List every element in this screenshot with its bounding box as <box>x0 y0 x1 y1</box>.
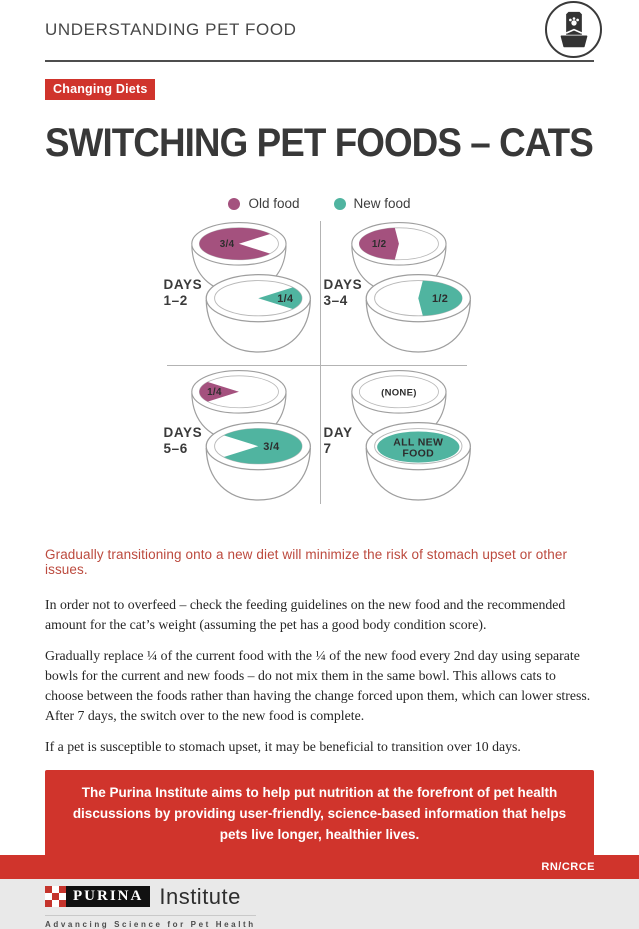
pet-food-bag-bowl-icon <box>545 1 602 58</box>
quadrant-days-5-6 <box>160 365 320 512</box>
body-copy <box>45 595 594 757</box>
changing-diets-badge: Changing Diets <box>45 79 155 100</box>
purina-institute-logo <box>45 884 594 929</box>
body-paragraph-2: Gradually replace ¼ of the current food with the ¼ of the new food every 2nd day using separate bowls for the current and new foods – do not mix them in the same bowl. This allows cats to choose between the foods rather than having the change forced upon them, which can lower stress. After 7 days, the switch over to the new food is complete. <box>45 648 591 723</box>
svg-text:1/2: 1/2 <box>431 292 448 305</box>
footer-bar <box>0 855 639 879</box>
legend-label-new-food: New food <box>353 196 411 211</box>
quadrant-days-1-2 <box>160 217 320 364</box>
day-range: 1–2 <box>163 292 188 308</box>
legend-item-old-food <box>228 196 299 211</box>
quadrant-day-7 <box>320 365 480 512</box>
page-header <box>45 0 594 62</box>
svg-text:ALL NEWFOOD: ALL NEW FOOD <box>392 436 443 460</box>
transition-diagram <box>160 217 480 512</box>
day-range: 7 <box>323 440 332 456</box>
old-food-dot-icon <box>228 198 240 210</box>
purina-wordmark: PURINA <box>66 886 150 907</box>
day-word: DAYS <box>163 425 203 440</box>
body-paragraph-1: In order not to overfeed – check the feeding guidelines on the new food and the recommended amount for the cat’s weight (assuming the pet has a good body condition score). <box>45 597 566 632</box>
day-word: DAY <box>323 425 353 440</box>
day-word: DAYS <box>163 277 203 292</box>
day-range: 5–6 <box>163 440 188 456</box>
pet-food-icon-glyph <box>552 8 596 52</box>
lead-text: Gradually transitioning onto a new diet will minimize the risk of stomach upset or other issues. <box>45 547 568 577</box>
day-label <box>324 425 353 456</box>
day-label <box>164 277 203 308</box>
logo-tagline: Advancing Science for Pet Health <box>45 915 256 929</box>
svg-text:1/2: 1/2 <box>371 239 386 251</box>
day-word: DAYS <box>323 277 363 292</box>
legend-item-new-food <box>334 196 411 211</box>
svg-text:1/4: 1/4 <box>276 292 293 305</box>
legend <box>45 196 594 211</box>
legend-label-old-food: Old food <box>248 196 300 211</box>
header-title: UNDERSTANDING PET FOOD <box>45 20 297 39</box>
new-food-dot-icon <box>334 198 346 210</box>
body-paragraph-3: If a pet is susceptible to stomach upset, it may be beneficial to transition over 10 days. <box>45 739 521 754</box>
svg-text:3/4: 3/4 <box>219 239 234 251</box>
footer-code: RN/CRCE <box>541 861 595 873</box>
quadrant-days-3-4 <box>320 217 480 364</box>
day-label <box>324 277 363 308</box>
purina-checkerboard-icon <box>45 886 66 907</box>
day-label <box>164 425 203 456</box>
institute-wordmark: Institute <box>159 883 241 909</box>
svg-text:3/4: 3/4 <box>262 440 279 453</box>
day-range: 3–4 <box>323 292 348 308</box>
svg-text:1/4: 1/4 <box>206 387 222 399</box>
svg-text:(NONE): (NONE) <box>380 387 417 399</box>
page-title: SWITCHING PET FOODS – CATS <box>45 121 593 165</box>
mission-banner: The Purina Institute aims to help put nutrition at the forefront of pet health discussions by providing user-friendly, science-based information that helps pets live longer, healthier lives. <box>45 770 594 859</box>
